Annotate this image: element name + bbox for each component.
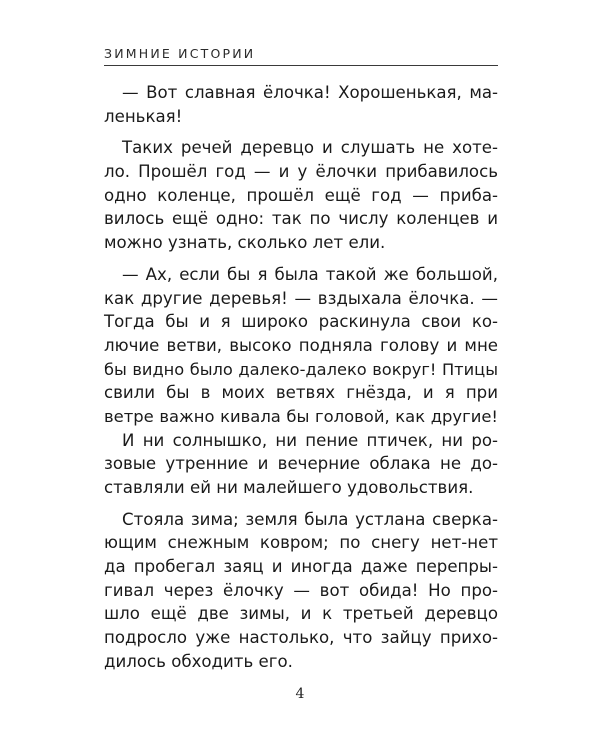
paragraph	[104, 136, 498, 254]
text-line: гивал через ёлочку — вот обида! Но про-	[104, 580, 498, 600]
text-line: — Ах, если бы я была такой же большой,	[122, 264, 498, 284]
text-line: Стояла зима; земля была устлана сверка-	[122, 509, 498, 529]
text-line: ставляли ей ни малейшего удовольствия.	[104, 478, 474, 497]
text-line: И ни солнышко, ни пение птичек, ни ро-	[122, 430, 498, 450]
paragraph	[104, 263, 498, 500]
text-line: вилось ещё одно: так по числу коленцев и	[104, 209, 498, 229]
text-line: можно узнать, сколько лет ели.	[104, 233, 386, 253]
page-number: 4	[295, 686, 305, 702]
text-line: — Вот славная ёлочка! Хорошенькая, ма-	[122, 83, 498, 102]
text-line: дилось обходить его.	[104, 651, 293, 671]
running-head-title: ЗИМНИЕ ИСТОРИИ	[104, 46, 256, 61]
text-line: лючие ветви, высоко подняла голову и мне	[104, 335, 498, 355]
body-text	[104, 81, 498, 674]
text-line: Таких речей деревцо и слушать не хоте-	[122, 138, 498, 158]
paragraph	[104, 508, 498, 674]
text-line: Тогда бы и я широко раскинула свои ко-	[104, 312, 498, 332]
text-line: шло ещё две зимы, и к третьей деревцо	[104, 604, 498, 624]
text-line: свили бы в моих ветвях гнёзда, и я при	[104, 383, 498, 403]
text-line: ло. Прошёл год — и у ёлочки прибавилось	[104, 162, 498, 182]
text-line: ющим снежным ковром; по снегу нет-нет	[104, 533, 498, 553]
text-line: как другие деревья! — вздыхала ёлочка. —	[104, 288, 498, 308]
text-line: ветре важно кивала бы головой, как другие!	[104, 406, 498, 426]
text-line: да пробегал заяц и иногда даже перепры-	[104, 557, 498, 577]
text-line: зовые утренние и вечерние облака не до-	[104, 454, 498, 474]
text-line: подросло уже настолько, что зайцу прихо-	[104, 628, 498, 648]
text-line: одно коленце, прошёл ещё год — приба-	[104, 185, 498, 205]
text-line: бы видно было далеко-далеко вокруг! Птицы	[104, 359, 498, 379]
header-rule	[104, 65, 498, 66]
paragraph	[104, 81, 498, 128]
text-line: ленькая!	[104, 106, 183, 126]
